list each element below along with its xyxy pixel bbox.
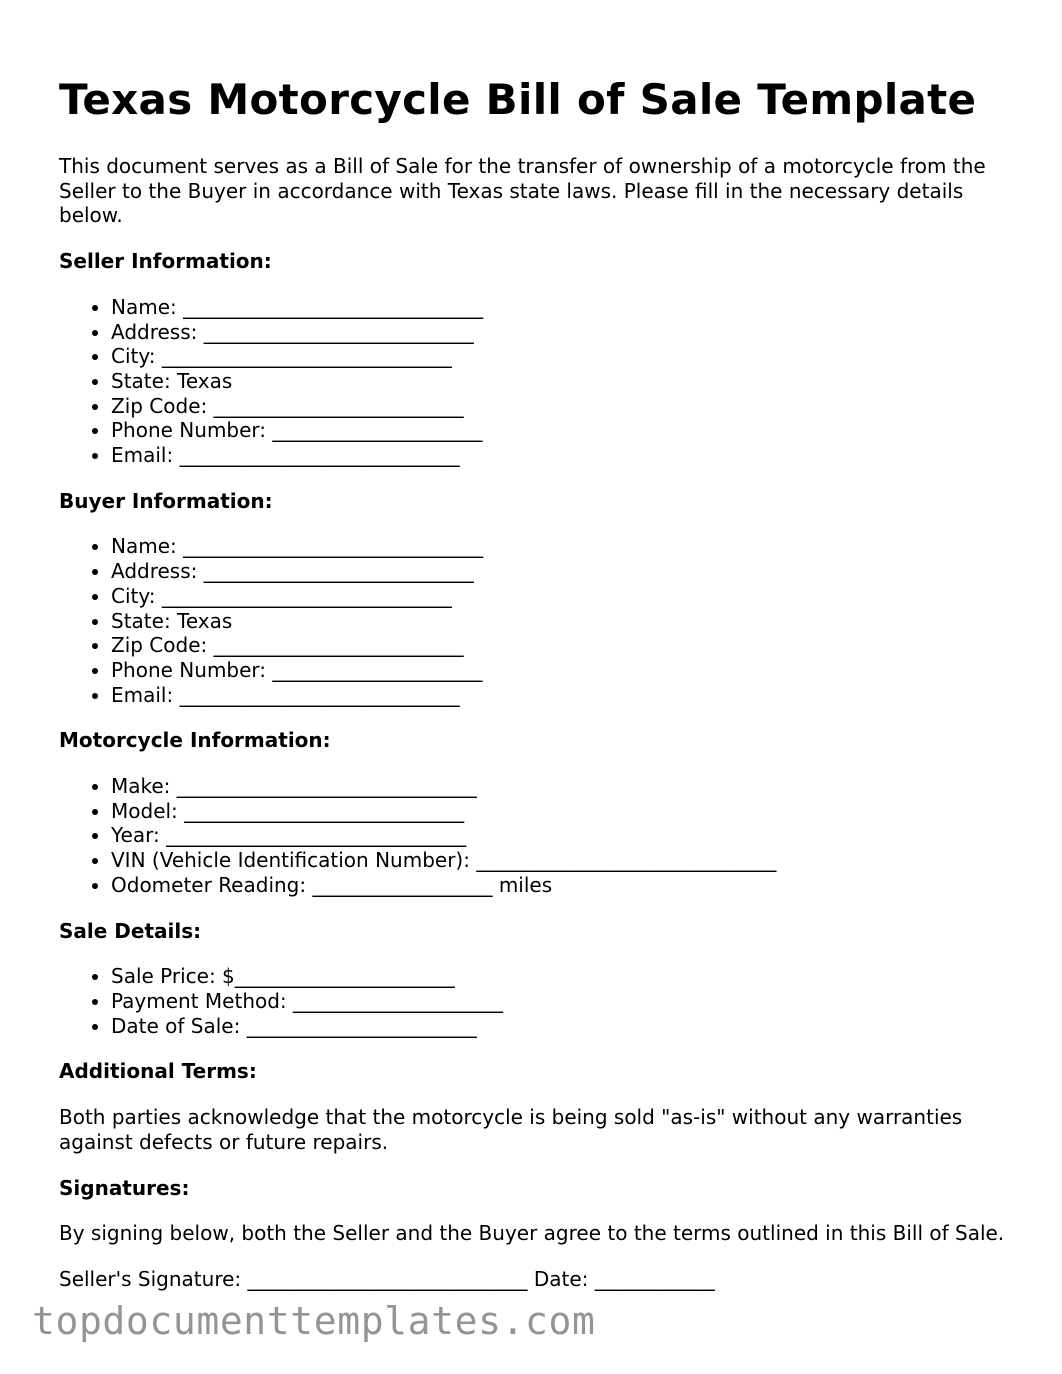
motorcycle-year-field: • Year: ______________________________ [111,823,1009,848]
buyer-phone-field: • Phone Number: _____________________ [111,658,1009,683]
buyer-address-field: • Address: ___________________________ [111,559,1009,584]
buyer-city-field: • City: _____________________________ [111,584,1009,609]
motorcycle-odometer-field: • Odometer Reading: __________________ miles [111,873,1009,898]
seller-signature-line: Seller's Signature: ____________________________ Date: ____________ [59,1266,715,1291]
seller-address-field: • Address: ___________________________ [111,320,1009,345]
seller-name-field: • Name: ______________________________ [111,295,1009,320]
payment-method-field: • Payment Method: _____________________ [111,989,1009,1014]
sale-fields-list [59,964,1009,1038]
buyer-email-field: • Email: ____________________________ [111,683,1009,708]
seller-fields-list [59,295,1009,468]
signatures-heading: Signatures: [59,1175,190,1200]
seller-state-field: • State: Texas [111,369,1009,394]
seller-city-field: • City: _____________________________ [111,344,1009,369]
terms-paragraph: Both parties acknowledge that the motorcycle is being sold "as-is" without any warranties against defects or future repairs. [59,1105,963,1154]
motorcycle-vin-field: • VIN (Vehicle Identification Number): ______________________________ [111,848,1009,873]
motorcycle-fields-list [59,774,1009,898]
terms-heading: Additional Terms: [59,1059,257,1084]
signatures-paragraph: By signing below, both the Seller and the Buyer agree to the terms outlined in this Bill of Sale. [59,1221,1005,1246]
buyer-zip-field: • Zip Code: _________________________ [111,633,1009,658]
date-of-sale-field: • Date of Sale: _______________________ [111,1014,1009,1039]
motorcycle-make-field: • Make: ______________________________ [111,774,1009,799]
motorcycle-heading: Motorcycle Information: [59,728,331,753]
buyer-state-field: • State: Texas [111,609,1009,634]
document-page [59,74,1009,1292]
document-title: Texas Motorcycle Bill of Sale Template [59,75,977,124]
watermark-text: topdocumenttemplates.com [32,1299,596,1343]
seller-heading: Seller Information: [59,249,272,274]
sale-heading: Sale Details: [59,918,202,943]
buyer-name-field: • Name: ______________________________ [111,534,1009,559]
buyer-fields-list [59,534,1009,707]
motorcycle-model-field: • Model: ____________________________ [111,799,1009,824]
seller-email-field: • Email: ____________________________ [111,443,1009,468]
seller-phone-field: • Phone Number: _____________________ [111,418,1009,443]
seller-zip-field: • Zip Code: _________________________ [111,394,1009,419]
intro-paragraph: This document serves as a Bill of Sale for the transfer of ownership of a motorcycle from the Seller to the Buyer in accordance with Texas state laws. Please fill in the necessary details below. [59,154,986,228]
sale-price-field: • Sale Price: $______________________ [111,964,1009,989]
buyer-heading: Buyer Information: [59,488,273,513]
